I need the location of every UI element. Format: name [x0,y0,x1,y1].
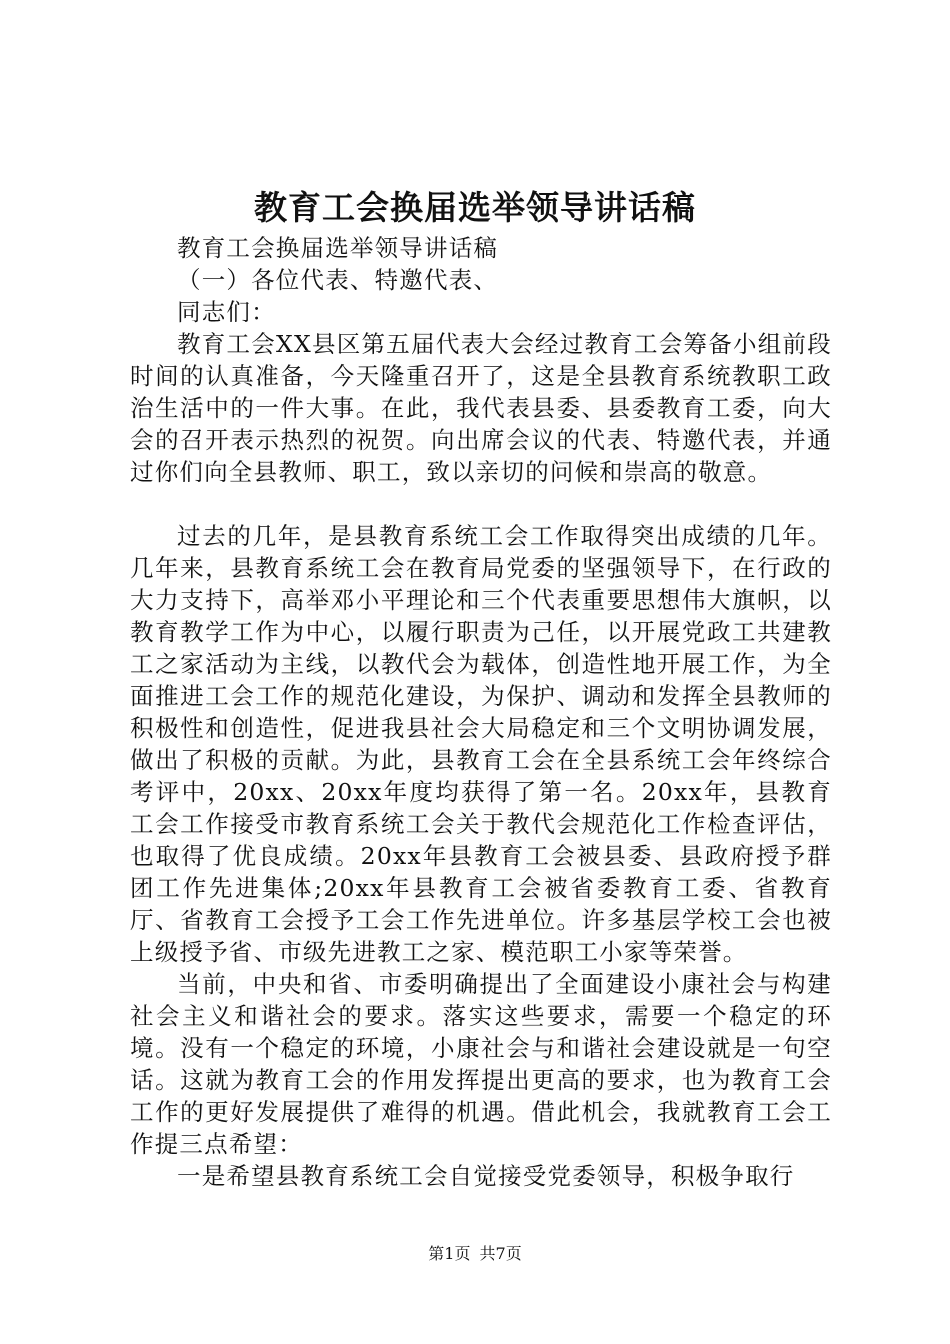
paragraph-current-situation: 当前，中央和省、市委明确提出了全面建设小康社会与构建社会主义和谐社会的要求。落实这些要求，需要一个稳定的环境。没有一个稳定的环境，小康社会与和谐社会建设就是一句空话。这就为教育工会的作用发挥提出更高的要求，也为教育工会工作的更好发展提供了难得的机遇。借此机会，我就教育工会工作提三点希望： [130,970,832,1158]
paragraph-salutation-2: 同志们： [177,298,276,326]
page-footer [0,1243,950,1265]
paragraph-subtitle: 教育工会换届选举领导讲话稿 [177,234,499,262]
paragraph-achievements: 过去的几年，是县教育系统工会工作取得突出成绩的几年。几年来，县教育系统工会在教育局党委的坚强领导下，在行政的大力支持下，高举邓小平理论和三个代表重要思想伟大旗帜，以教育教学工作为中心，以履行职责为己任，以开展党政工共建教工之家活动为主线，以教代会为载体，创造性地开展工作，为全面推进工会工作的规范化建设，为保护、调动和发挥全县教师的积极性和创造性，促进我县社会大局稳定和三个文明协调发展，做出了积极的贡献。为此，县教育工会在全县系统工会年终综合考评中，20xx、20xx年度均获得了第一名。20xx年，县教育工会工作接受市教育系统工会关于教代会规范化工作检查评估，也取得了优良成绩。20xx年县教育工会被县委、县政府授予群团工作先进集体;20xx年县教育工会被省委教育工委、省教育厅、省教育工会授予工会工作先进单位。许多基层学校工会也被上级授予省、市级先进教工之家、模范职工小家等荣誉。 [130,522,832,966]
page-total: 共7页 [479,1244,522,1263]
paragraph-hope-one: 一是希望县教育系统工会自觉接受党委领导，积极争取行 [177,1162,795,1190]
paragraph-salutation-1: （一）各位代表、特邀代表、 [177,266,499,294]
paragraph-opening: 教育工会XX县区第五届代表大会经过教育工会筹备小组前段时间的认真准备，今天隆重召开了，这是全县教育系统教职工政治生活中的一件大事。在此，我代表县委、县委教育工委，向大会的召开表示热烈的祝贺。向出席会议的代表、特邀代表，并通过你们向全县教师、职工，致以亲切的问候和崇高的敬意。 [130,330,832,486]
document-title: 教育工会换届选举领导讲话稿 [254,188,696,227]
page-number: 第1页 [428,1244,471,1263]
document-body [130,232,832,1192]
